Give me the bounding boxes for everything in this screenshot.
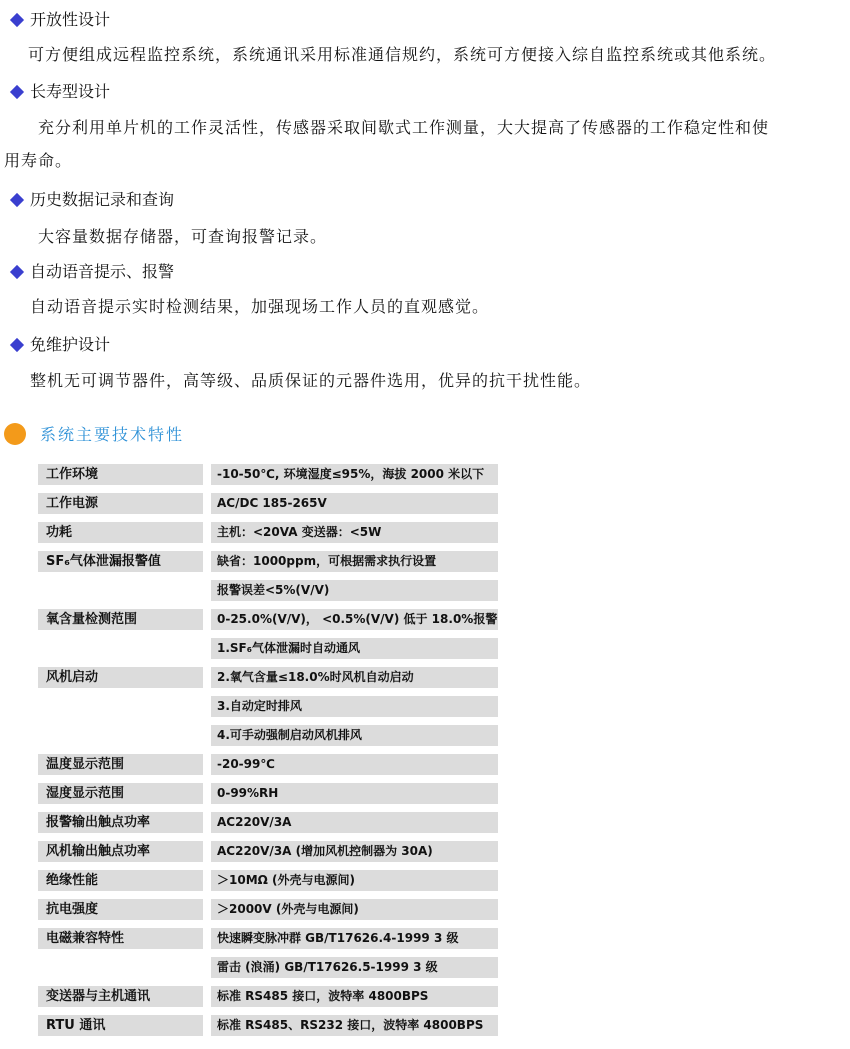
- spec-label: 绝缘性能: [38, 870, 203, 891]
- spec-value: 1.SF₆气体泄漏时自动通风: [211, 638, 498, 659]
- spec-row: [38, 868, 498, 897]
- spec-row: [38, 781, 498, 810]
- spec-value: 2.氧气含量≤18.0%时风机自动启动: [211, 667, 498, 688]
- spec-row: [38, 549, 498, 578]
- feature-title: 开放性设计: [30, 10, 111, 29]
- spec-row: [38, 520, 498, 549]
- spec-row: [38, 694, 498, 723]
- spec-value: 主机：<20VA 变送器：<5W: [211, 522, 498, 543]
- section-title: 系统主要技术特性: [40, 425, 185, 444]
- orange-dot-icon: [4, 423, 26, 445]
- spec-label: 温度显示范围: [38, 754, 203, 775]
- spec-row: [38, 984, 498, 1013]
- spec-value: 标准 RS485、RS232 接口，波特率 4800BPS: [211, 1015, 498, 1036]
- spec-label: 湿度显示范围: [38, 783, 203, 804]
- feature-text: 可方便组成远程监控系统，系统通讯采用标准通信规约，系统可方便接入综自监控系统或其他系统。: [28, 45, 777, 64]
- spec-value: 雷击 (浪涌) GB/T17626.5-1999 3 级: [211, 957, 498, 978]
- spec-row: [38, 810, 498, 839]
- feature-heading: [8, 262, 174, 282]
- feature-text: 自动语音提示实时检测结果，加强现场工作人员的直观感觉。: [30, 297, 490, 316]
- feature-text-cont: 用寿命。: [4, 151, 73, 170]
- feature-title: 长寿型设计: [30, 82, 111, 101]
- spec-value: 报警误差<5%(V/V): [211, 580, 498, 601]
- spec-row: [38, 926, 498, 955]
- feature-heading: [8, 190, 174, 210]
- spec-value: AC/DC 185-265V: [211, 493, 498, 514]
- diamond-bullet-icon: [10, 85, 24, 99]
- feature-heading: [8, 335, 110, 355]
- spec-value: 4.可手动强制启动风机排风: [211, 725, 498, 746]
- spec-label: 电磁兼容特性: [38, 928, 203, 949]
- spec-value: 0-25.0%(V/V)， <0.5%(V/V) 低于 18.0%报警: [211, 609, 498, 630]
- feature-text: 大容量数据存储器，可查询报警记录。: [38, 227, 328, 246]
- spec-row: [38, 578, 498, 607]
- feature-text: 整机无可调节器件，高等级、品质保证的元器件选用，优异的抗干扰性能。: [30, 371, 592, 390]
- feature-title: 免维护设计: [30, 335, 111, 354]
- spec-row: [38, 491, 498, 520]
- spec-row: [38, 955, 498, 984]
- spec-row: [38, 1013, 498, 1042]
- spec-label: 变送器与主机通讯: [38, 986, 203, 1007]
- feature-heading: [8, 10, 110, 30]
- spec-value: 0-99%RH: [211, 783, 498, 804]
- spec-value: 快速瞬变脉冲群 GB/T17626.4-1999 3 级: [211, 928, 498, 949]
- diamond-bullet-icon: [10, 338, 24, 352]
- spec-row: [38, 665, 498, 694]
- spec-label: 氧含量检测范围: [38, 609, 203, 630]
- feature-heading: [8, 82, 110, 102]
- spec-label: 工作环境: [38, 464, 203, 485]
- spec-row: [38, 607, 498, 636]
- spec-value: AC220V/3A: [211, 812, 498, 833]
- spec-value: -10-50℃, 环境湿度≤95%，海拔 2000 米以下: [211, 464, 498, 485]
- spec-label: 抗电强度: [38, 899, 203, 920]
- spec-row: [38, 723, 498, 752]
- spec-label: 风机启动: [38, 667, 203, 688]
- spec-value: 标准 RS485 接口，波特率 4800BPS: [211, 986, 498, 1007]
- spec-table: [38, 462, 498, 1042]
- spec-value: ＞2000V (外壳与电源间): [211, 899, 498, 920]
- spec-label: 风机输出触点功率: [38, 841, 203, 862]
- spec-label: RTU 通讯: [38, 1015, 203, 1036]
- spec-row: [38, 752, 498, 781]
- feature-title: 历史数据记录和查询: [30, 190, 175, 209]
- spec-label: 报警输出触点功率: [38, 812, 203, 833]
- spec-value: 3.自动定时排风: [211, 696, 498, 717]
- spec-value: 缺省：1000ppm，可根据需求执行设置: [211, 551, 498, 572]
- section-heading: [4, 422, 184, 445]
- diamond-bullet-icon: [10, 265, 24, 279]
- spec-value: AC220V/3A (增加风机控制器为 30A): [211, 841, 498, 862]
- feature-text: 充分利用单片机的工作灵活性，传感器采取间歇式工作测量，大大提高了传感器的工作稳定性和使: [38, 118, 770, 137]
- spec-row: [38, 897, 498, 926]
- spec-row: [38, 462, 498, 491]
- diamond-bullet-icon: [10, 13, 24, 27]
- spec-value: -20-99℃: [211, 754, 498, 775]
- spec-label: SF₆气体泄漏报警值: [38, 551, 203, 572]
- spec-value: ＞10MΩ (外壳与电源间): [211, 870, 498, 891]
- spec-label: 工作电源: [38, 493, 203, 514]
- spec-label: 功耗: [38, 522, 203, 543]
- diamond-bullet-icon: [10, 193, 24, 207]
- feature-title: 自动语音提示、报警: [30, 262, 175, 281]
- spec-row: [38, 636, 498, 665]
- spec-row: [38, 839, 498, 868]
